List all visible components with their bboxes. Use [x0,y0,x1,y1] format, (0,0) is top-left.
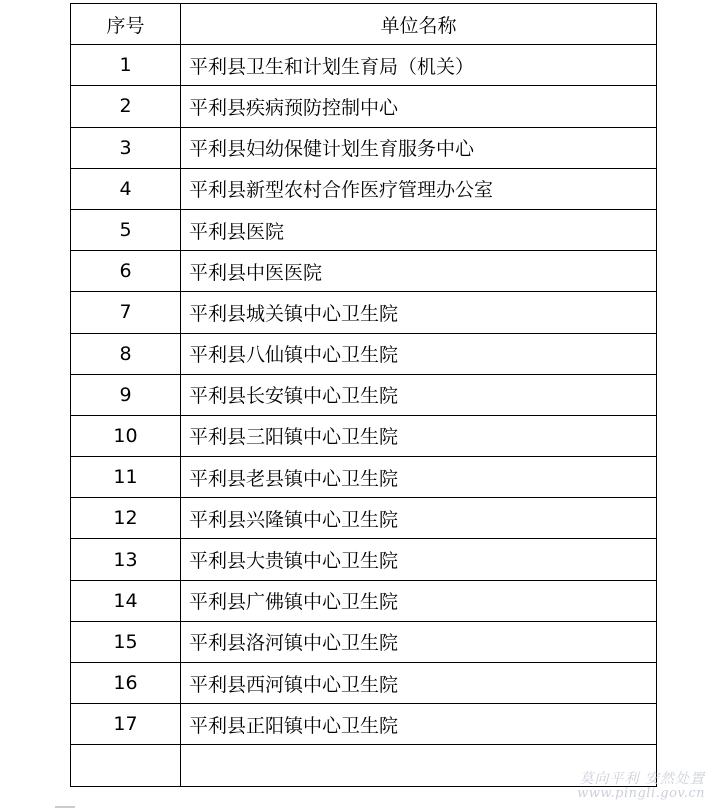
table-row [71,663,657,704]
row-number: 5 [71,209,181,250]
row-number [71,745,181,786]
table-row [71,292,657,333]
table-row [71,374,657,415]
row-number: 15 [71,621,181,662]
unit-list-table [70,3,657,787]
row-unit-name: 平利县中医医院 [181,251,657,292]
row-number: 17 [71,704,181,745]
row-unit-name: 平利县卫生和计划生育局（机关） [181,45,657,86]
table-header [71,4,657,45]
row-number: 14 [71,580,181,621]
row-number: 4 [71,168,181,209]
row-unit-name: 平利县长安镇中心卫生院 [181,374,657,415]
table-row [71,457,657,498]
site-watermark [577,771,705,802]
row-number: 2 [71,86,181,127]
row-unit-name: 平利县妇幼保健计划生育服务中心 [181,127,657,168]
row-unit-name: 平利县广佛镇中心卫生院 [181,580,657,621]
table-row [71,621,657,662]
table-row [71,127,657,168]
table-row [71,251,657,292]
row-number: 10 [71,415,181,456]
header-number: 序号 [71,4,181,45]
row-number: 11 [71,457,181,498]
row-unit-name: 平利县医院 [181,209,657,250]
table-row [71,539,657,580]
row-unit-name: 平利县西河镇中心卫生院 [181,663,657,704]
table-row [71,704,657,745]
table-row [71,86,657,127]
table-row [71,333,657,374]
table-row [71,498,657,539]
table-row [71,209,657,250]
row-unit-name: 平利县老县镇中心卫生院 [181,457,657,498]
row-unit-name: 平利县八仙镇中心卫生院 [181,333,657,374]
row-number: 1 [71,45,181,86]
table-row [71,415,657,456]
row-number: 6 [71,251,181,292]
row-unit-name: 平利县城关镇中心卫生院 [181,292,657,333]
row-number: 13 [71,539,181,580]
row-number: 12 [71,498,181,539]
row-number: 3 [71,127,181,168]
table-row [71,580,657,621]
row-unit-name: 平利县三阳镇中心卫生院 [181,415,657,456]
row-unit-name: 平利县新型农村合作医疗管理办公室 [181,168,657,209]
header-unit-name: 单位名称 [181,4,657,45]
row-unit-name: 平利县正阳镇中心卫生院 [181,704,657,745]
table-body [71,45,657,786]
table-row [71,45,657,86]
row-number: 8 [71,333,181,374]
row-unit-name: 平利县疾病预防控制中心 [181,86,657,127]
row-unit-name: 平利县大贵镇中心卫生院 [181,539,657,580]
row-number: 7 [71,292,181,333]
table-row [71,745,657,786]
watermark-url: www.pingli.gov.cn [577,786,705,802]
row-unit-name: 平利县兴隆镇中心卫生院 [181,498,657,539]
table-row [71,168,657,209]
row-number: 16 [71,663,181,704]
row-number: 9 [71,374,181,415]
row-unit-name: 平利县洛河镇中心卫生院 [181,621,657,662]
table-header-row [71,4,657,45]
watermark-slogan: 莫向平利 安然处置 [579,770,705,787]
